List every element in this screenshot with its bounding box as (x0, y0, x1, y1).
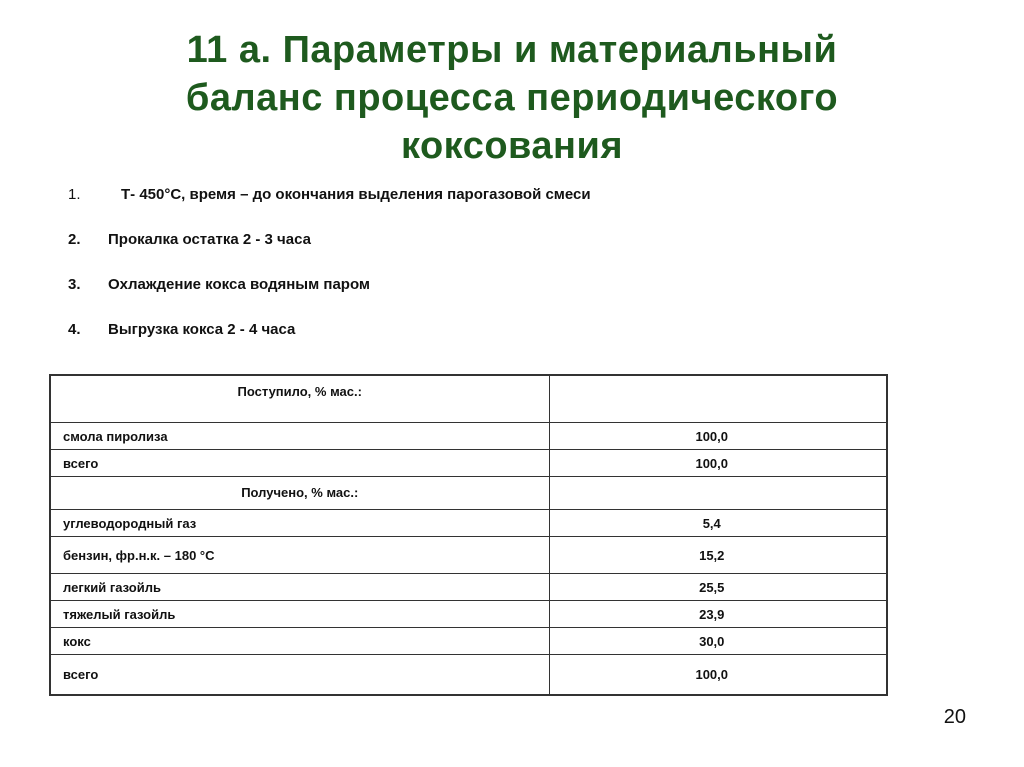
step-number: 4. (68, 321, 81, 338)
title-line-3: коксования (400, 125, 624, 167)
row-value: 25,5 (549, 574, 887, 601)
table-row (50, 510, 887, 537)
step-number: 3. (68, 276, 81, 293)
row-label: бензин, фр.н.к. – 180 °С (50, 537, 549, 574)
row-label: всего (50, 450, 549, 477)
table-section-header (50, 477, 887, 510)
title-line-1: 11 а. Параметры и материальный (186, 29, 838, 71)
material-balance-table (49, 374, 888, 696)
table-section-header (50, 375, 887, 423)
step-item (68, 274, 948, 319)
page-number: 20 (943, 706, 966, 728)
empty-cell (549, 477, 887, 510)
row-label: кокс (50, 628, 549, 655)
row-label: тяжелый газойль (50, 601, 549, 628)
row-value: 15,2 (549, 537, 887, 574)
step-text: Выгрузка кокса 2 - 4 часа (108, 321, 296, 338)
row-value: 100,0 (549, 655, 887, 696)
empty-cell (549, 375, 887, 423)
table-row (50, 574, 887, 601)
row-label: легкий газойль (50, 574, 549, 601)
row-value: 30,0 (549, 628, 887, 655)
row-value: 5,4 (549, 510, 887, 537)
step-text: Охлаждение кокса водяным паром (108, 276, 371, 293)
slide-title (60, 26, 964, 170)
row-value: 100,0 (549, 423, 887, 450)
table-row (50, 628, 887, 655)
table-row (50, 537, 887, 574)
step-item (68, 184, 948, 229)
process-steps-list (68, 184, 948, 364)
step-number: 2. (68, 231, 81, 248)
step-item (68, 229, 948, 274)
row-label: всего (50, 655, 549, 696)
table-row (50, 423, 887, 450)
table-row (50, 655, 887, 696)
received-header: Поступило, % мас.: (50, 375, 549, 423)
title-line-2: баланс процесса периодического (185, 77, 839, 119)
row-value: 100,0 (549, 450, 887, 477)
row-value: 23,9 (549, 601, 887, 628)
table-row (50, 601, 887, 628)
step-text: Прокалка остатка 2 - 3 часа (108, 231, 311, 248)
step-text: Т- 450°С, время – до окончания выделения парогазовой смеси (121, 186, 591, 203)
row-label: смола пиролиза (50, 423, 549, 450)
table-row (50, 450, 887, 477)
step-number: 1. (68, 186, 81, 203)
row-label: углеводородный газ (50, 510, 549, 537)
obtained-header: Получено, % мас.: (50, 477, 549, 510)
step-item (68, 319, 948, 364)
